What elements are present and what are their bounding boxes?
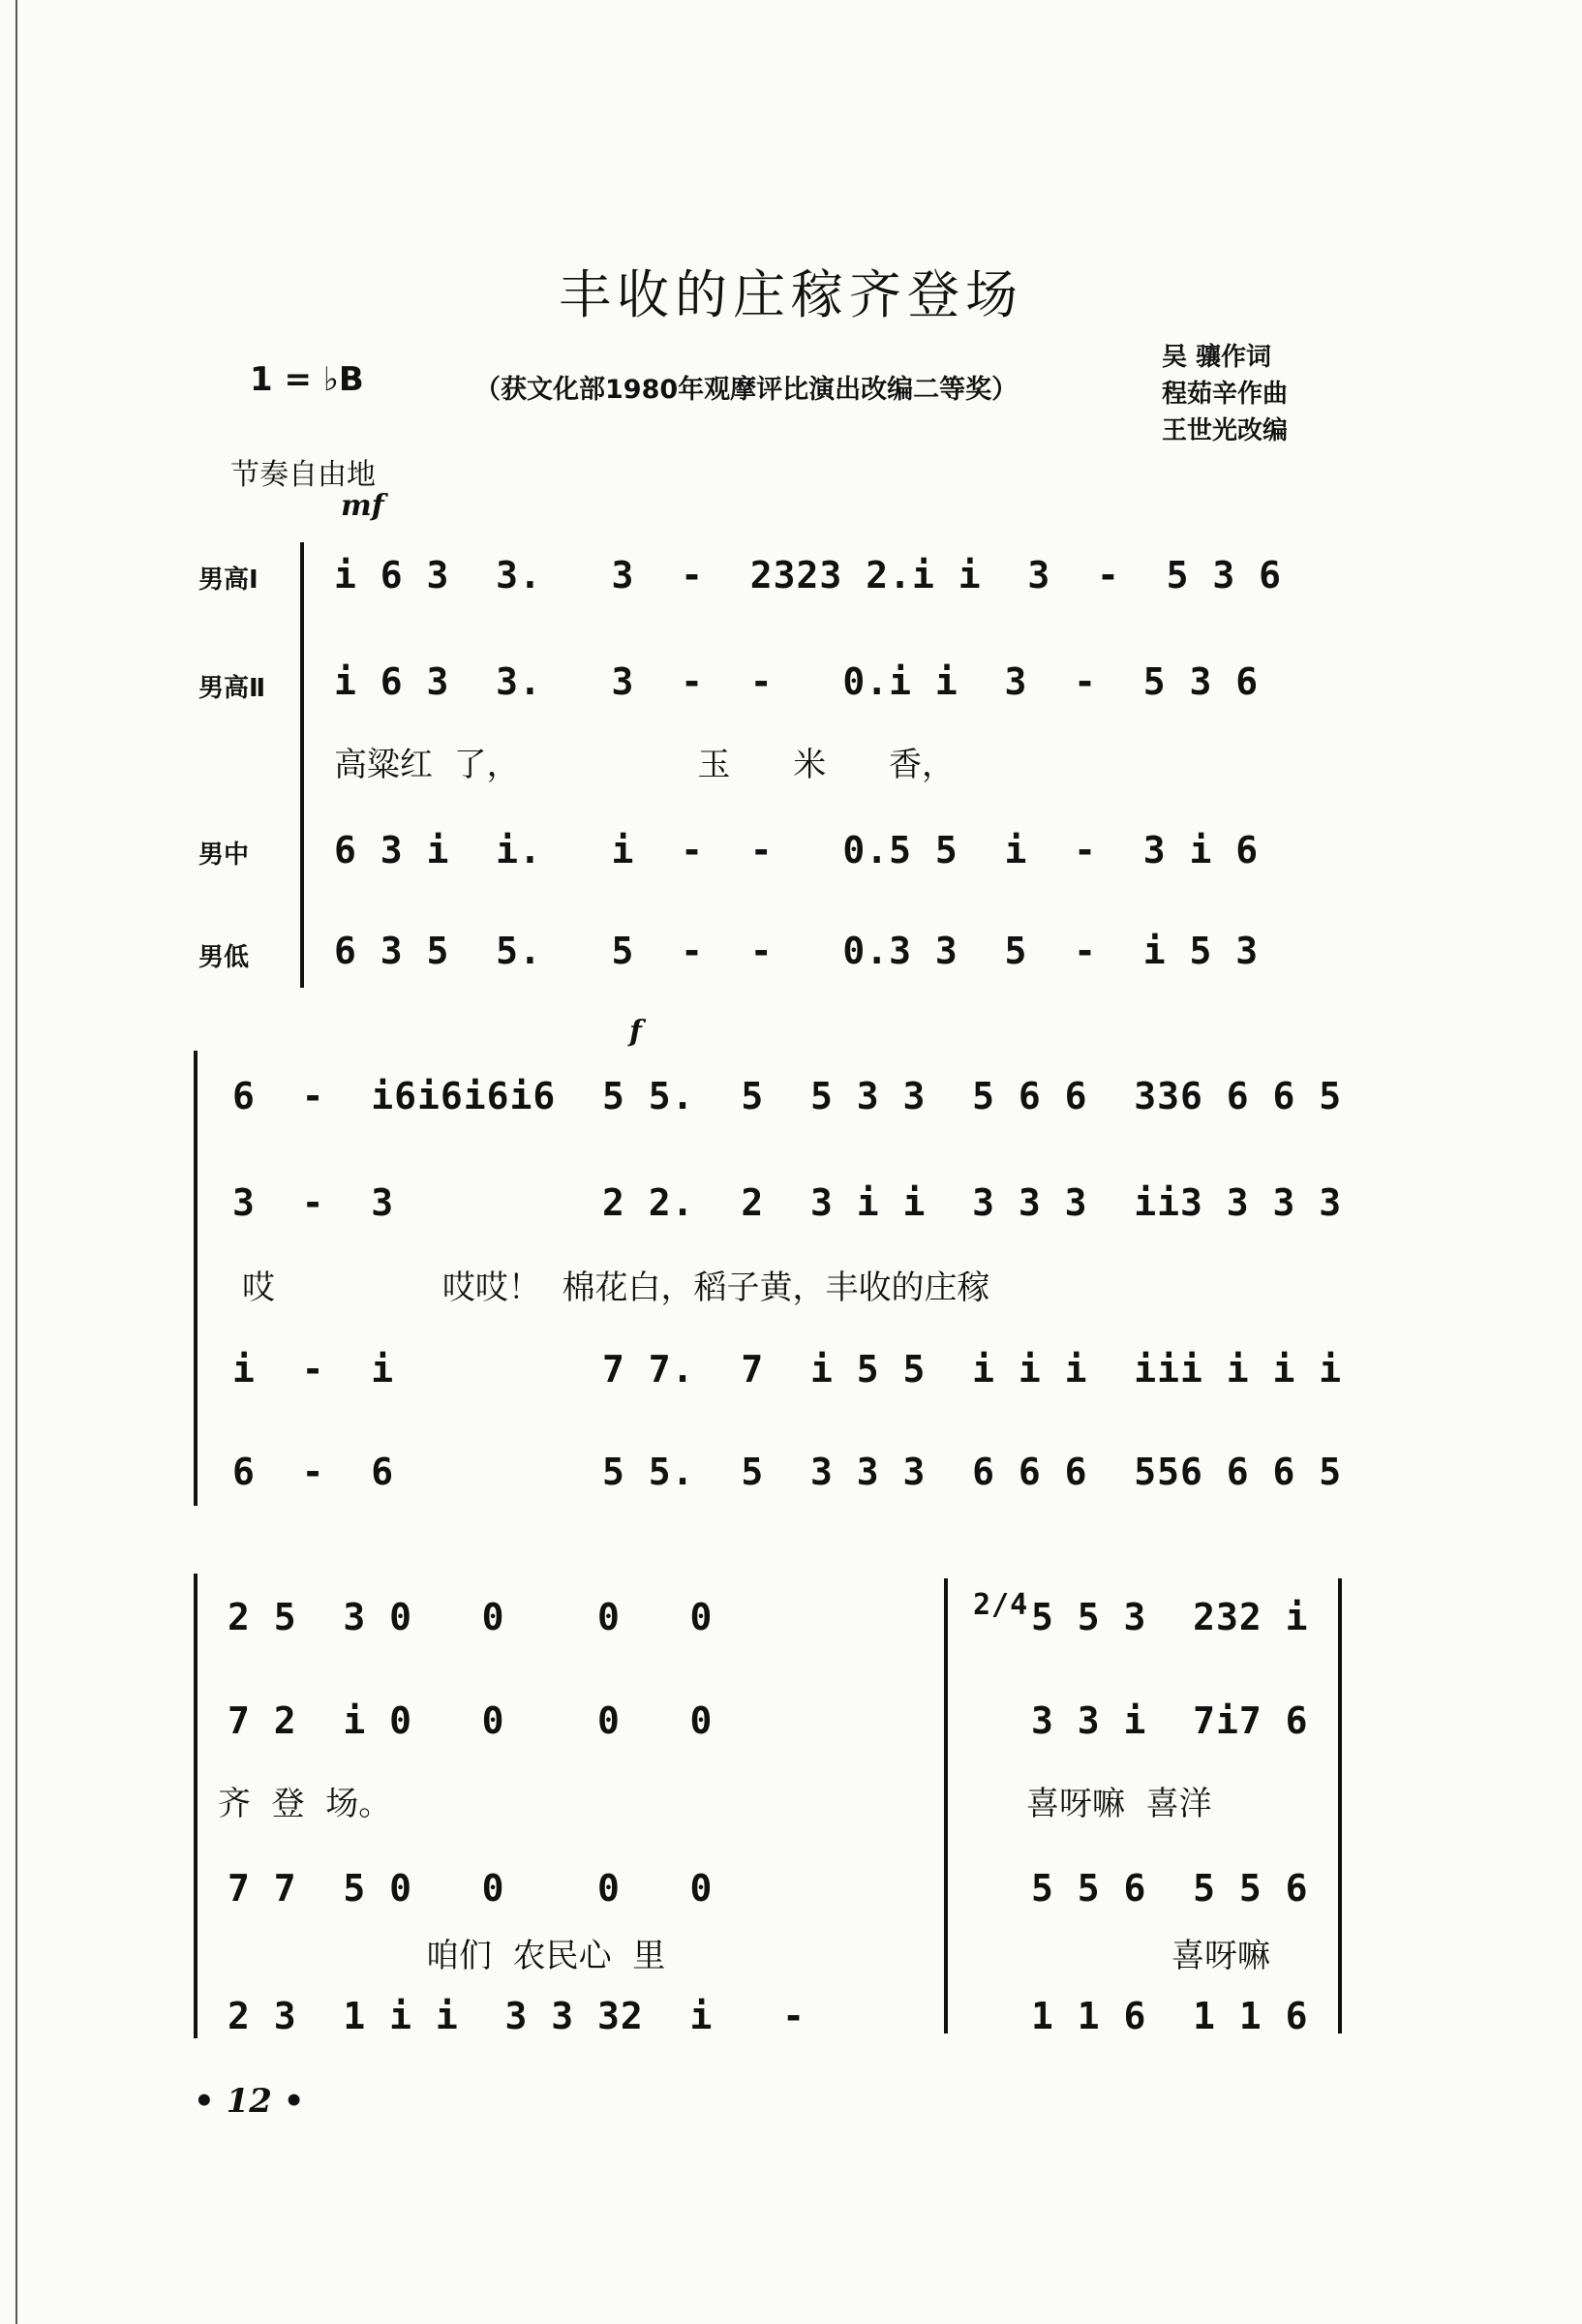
system3-barline-left <box>944 1578 948 2034</box>
system3-tenor2-notes: 7 2 i 0 0 0 0 <box>228 1699 714 1742</box>
system3-tenor1-notes-b: 5 5 3 232 i <box>1031 1596 1309 1638</box>
award-note: （获文化部1980年观摩评比演出改编二等奖） <box>474 375 1019 405</box>
song-title: 丰收的庄稼齐登场 <box>559 264 1023 325</box>
system1-bass-notes: 6 3 5 5. 5 - - 0.3 3 5 - i 5 3 <box>334 930 1260 972</box>
system3-tenor2-notes-b: 3 3 i 7i7 6 <box>1031 1699 1309 1742</box>
part-label-tenor1: 男高Ⅰ <box>198 566 259 595</box>
system2-lyrics: 哎 哎哎！ 棉花白，稻子黄，丰收的庄稼 <box>242 1269 990 1307</box>
credits <box>1162 339 1288 449</box>
page-number: • 12 • <box>194 2082 305 2121</box>
system1-bracket <box>300 542 304 988</box>
lyricist: 吴 骧作词 <box>1162 343 1272 372</box>
system3-baritone-notes: 7 7 5 0 0 0 0 <box>228 1867 714 1910</box>
page-edge-line <box>15 0 17 2324</box>
system3-lyrics-1b: 喜呀嘛 喜洋 <box>1026 1785 1212 1823</box>
system2-bracket <box>194 1051 198 1506</box>
system1-tenor2-notes: i 6 3 3. 3 - - 0.i i 3 - 5 3 6 <box>334 660 1260 703</box>
dynamic-f: f <box>629 1015 642 1049</box>
system2-bass-notes: 6 - 6 5 5. 5 3 3 3 6 6 6 556 6 6 5 <box>232 1451 1343 1493</box>
system3-bass-notes-b: 1 1 6 1 1 6 <box>1031 1995 1309 2037</box>
part-label-bass: 男低 <box>198 943 250 972</box>
system3-lyrics-1: 齐 登 场。 <box>218 1785 392 1823</box>
system2-baritone-notes: i - i 7 7. 7 i 5 5 i i i iii i i i <box>232 1348 1343 1391</box>
system1-baritone-notes: 6 3 i i. i - - 0.5 5 i - 3 i 6 <box>334 829 1260 872</box>
system2-tenor1-notes: 6 - i6i6i6i6 5 5. 5 5 3 3 5 6 6 336 6 6 5 <box>232 1075 1343 1117</box>
arranger: 王世光改编 <box>1162 416 1289 445</box>
system3-lyrics-2b: 喜呀嘛 <box>1171 1937 1270 1975</box>
system3-bracket <box>194 1574 198 2038</box>
system3-baritone-notes-b: 5 5 6 5 5 6 <box>1031 1867 1309 1910</box>
system3-bass-notes: 2 3 1 i i 3 3 32 i - <box>228 1995 806 2037</box>
dynamic-mf: mf <box>341 489 384 523</box>
key-signature: 1 = ♭B <box>250 360 364 399</box>
system3-lyrics-2: 咱们 农民心 里 <box>426 1937 666 1975</box>
time-signature: 2/4 <box>973 1588 1029 1622</box>
system3-barline-right <box>1338 1578 1342 2034</box>
composer: 程茹辛作曲 <box>1162 380 1289 409</box>
part-label-tenor2: 男高Ⅱ <box>198 674 266 703</box>
part-label-baritone: 男中 <box>198 841 250 870</box>
system1-lyrics: 高粱红 了， 玉 米 香， <box>334 746 956 784</box>
tempo-marking: 节奏自由地 <box>230 458 376 492</box>
system2-tenor2-notes: 3 - 3 2 2. 2 3 i i 3 3 3 ii3 3 3 3 <box>232 1181 1343 1224</box>
system3-tenor1-notes: 2 5 3 0 0 0 0 <box>228 1596 714 1638</box>
system1-tenor1-notes: i 6 3 3. 3 - 2323 2.i i 3 - 5 3 6 <box>334 554 1282 596</box>
